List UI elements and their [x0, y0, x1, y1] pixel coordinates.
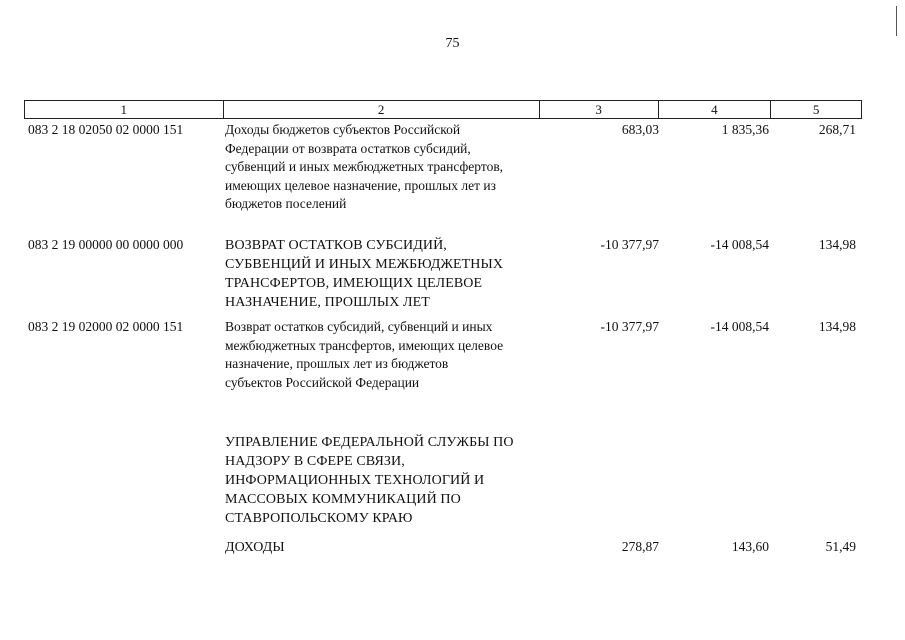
row-code: 083 2 18 02050 02 0000 151	[28, 122, 184, 137]
row-name-line: назначение, прошлых лет из бюджетов	[225, 356, 449, 371]
row-name-line: Возврат остатков субсидий, субвенций и иных	[225, 319, 493, 334]
header-col-2: 2	[224, 101, 540, 118]
row-name-line: Федерации от возврата остатков субсидий,	[225, 140, 471, 156]
row-name-line: ИНФОРМАЦИОННЫХ ТЕХНОЛОГИЙ И	[225, 473, 485, 488]
row-name-line: СТАВРОПОЛЬСКОМУ КРАЮ	[225, 511, 413, 526]
row-name-line: ТРАНСФЕРТОВ, ИМЕЮЩИХ ЦЕЛЕВОЕ	[225, 276, 483, 291]
row-value-col4: -14 008,54	[710, 319, 769, 334]
header-col-1: 1	[25, 101, 224, 118]
row-name	[225, 318, 535, 392]
row-value-col4: 1 835,36	[721, 122, 769, 137]
row-name-line: МАССОВЫХ КОММУНИКАЦИЙ ПО	[225, 492, 461, 507]
row-name-line: Доходы бюджетов субъектов Российской	[225, 122, 461, 137]
row-name	[225, 538, 535, 557]
row-name-line: субвенций и иных межбюджетных трансфертов,	[225, 159, 504, 174]
header-col-4: 4	[659, 101, 772, 118]
row-name-line: НАЗНАЧЕНИЕ, ПРОШЛЫХ ЛЕТ	[225, 295, 430, 310]
row-value-col5: 51,49	[825, 539, 856, 554]
row-value-col3: 278,87	[621, 539, 659, 554]
scan-edge-mark	[896, 6, 897, 36]
row-name-line: межбюджетных трансфертов, имеющих целевое	[225, 337, 504, 353]
row-value-col5: 134,98	[818, 237, 856, 252]
row-code: 083 2 19 02000 02 0000 151	[28, 319, 184, 334]
table-header	[24, 100, 862, 119]
row-name-line: ВОЗВРАТ ОСТАТКОВ СУБСИДИЙ,	[225, 238, 447, 253]
row-name-line: СУБВЕНЦИЙ И ИНЫХ МЕЖБЮДЖЕТНЫХ	[225, 257, 504, 272]
row-value-col3: -10 377,97	[600, 237, 659, 252]
row-value-col3: -10 377,97	[600, 319, 659, 334]
row-name	[225, 236, 535, 312]
row-name-line: НАДЗОРУ В СФЕРЕ СВЯЗИ,	[225, 454, 405, 469]
row-value-col3: 683,03	[621, 122, 659, 137]
row-value-col5: 268,71	[818, 122, 856, 137]
row-name-line: бюджетов поселений	[225, 196, 347, 211]
row-name-line: УПРАВЛЕНИЕ ФЕДЕРАЛЬНОЙ СЛУЖБЫ ПО	[225, 435, 514, 450]
row-value-col4: -14 008,54	[710, 237, 769, 252]
row-name-line: имеющих целевое назначение, прошлых лет из	[225, 177, 496, 193]
section-heading	[225, 433, 535, 528]
row-name-line: ДОХОДЫ	[225, 540, 285, 555]
header-col-3: 3	[540, 101, 659, 118]
row-name	[225, 121, 535, 214]
header-col-5: 5	[812, 102, 820, 117]
row-value-col5: 134,98	[818, 319, 856, 334]
row-code: 083 2 19 00000 00 0000 000	[28, 237, 184, 252]
row-name-line: субъектов Российской Федерации	[225, 374, 420, 390]
row-value-col4: 143,60	[731, 539, 769, 554]
page-number: 75	[445, 36, 460, 51]
